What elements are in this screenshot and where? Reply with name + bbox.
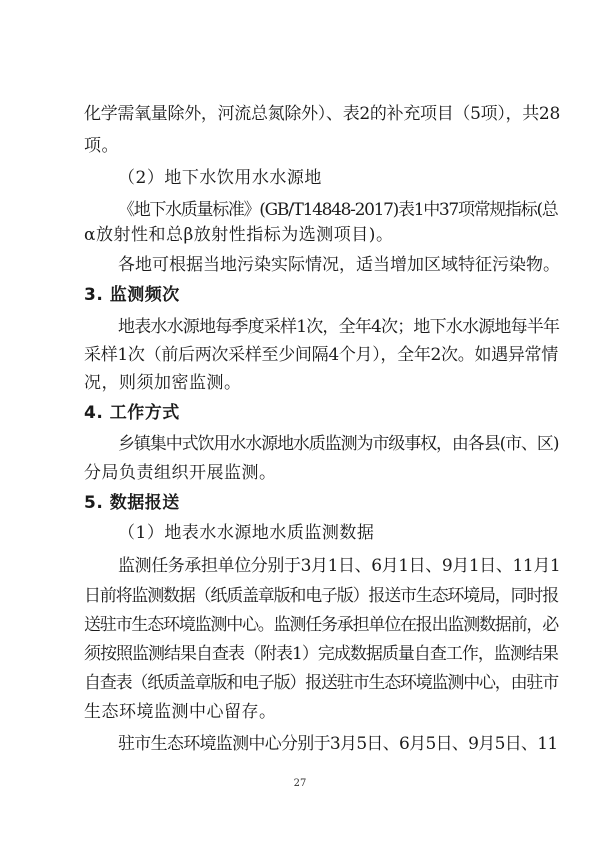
paragraph-line: 乡镇集中式饮用水水源地水质监测为市级事权，由各县(市、区) bbox=[118, 434, 559, 454]
paragraph-line: 生态环境监测中心留存。 bbox=[84, 702, 277, 722]
paragraph-line: α放射性和总β放射性指标为选测项目)。 bbox=[84, 225, 394, 245]
paragraph-line: 送驻市生态环境监测中心。监测任务承担单位在报出监测数据前，必 bbox=[84, 615, 558, 635]
page-number: 27 bbox=[293, 778, 307, 789]
paragraph-line: 化学需氧量除外，河流总氮除外）、表2的补充项目（5项），共28 bbox=[84, 104, 560, 124]
paragraph-line: 采样1次（前后两次采样至少间隔4个月），全年2次。如遇异常情 bbox=[84, 345, 558, 365]
paragraph-line: 分局负责组织开展监测。 bbox=[84, 463, 277, 483]
paragraph-line: 《地下水质量标准》(GB/T14848-2017)表1中37项常规指标(总 bbox=[118, 200, 558, 220]
section-heading: 4. 工作方式 bbox=[84, 403, 180, 423]
paragraph-line: 须按照监测结果自查表（附表1）完成数据质量自查工作，监测结果 bbox=[84, 644, 558, 664]
paragraph-line: 日前将监测数据（纸质盖章版和电子版）报送市生态环境局，同时报 bbox=[84, 586, 558, 606]
paragraph-line: 项。 bbox=[84, 136, 119, 156]
paragraph-line: 自查表（纸质盖章版和电子版）报送驻市生态环境监测中心，由驻市 bbox=[84, 673, 558, 693]
subsection-heading: （2）地下水饮用水水源地 bbox=[118, 168, 322, 188]
paragraph-line: 地表水水源地每季度采样1次，全年4次；地下水水源地每半年 bbox=[118, 317, 560, 337]
paragraph-line: 各地可根据当地污染实际情况，适当增加区域特征污染物。 bbox=[118, 255, 560, 275]
paragraph-line: 监测任务承担单位分别于3月1日、6月1日、9月1日、11月1 bbox=[118, 556, 561, 576]
subsection-heading: （1）地表水水源地水质监测数据 bbox=[118, 523, 375, 543]
paragraph-line: 况，则须加密监测。 bbox=[84, 373, 242, 393]
paragraph-line: 驻市生态环境监测中心分别于3月5日、6月5日、9月5日、11 bbox=[118, 734, 558, 754]
section-heading: 5. 数据报送 bbox=[84, 493, 180, 513]
section-heading: 3. 监测频次 bbox=[84, 285, 180, 305]
